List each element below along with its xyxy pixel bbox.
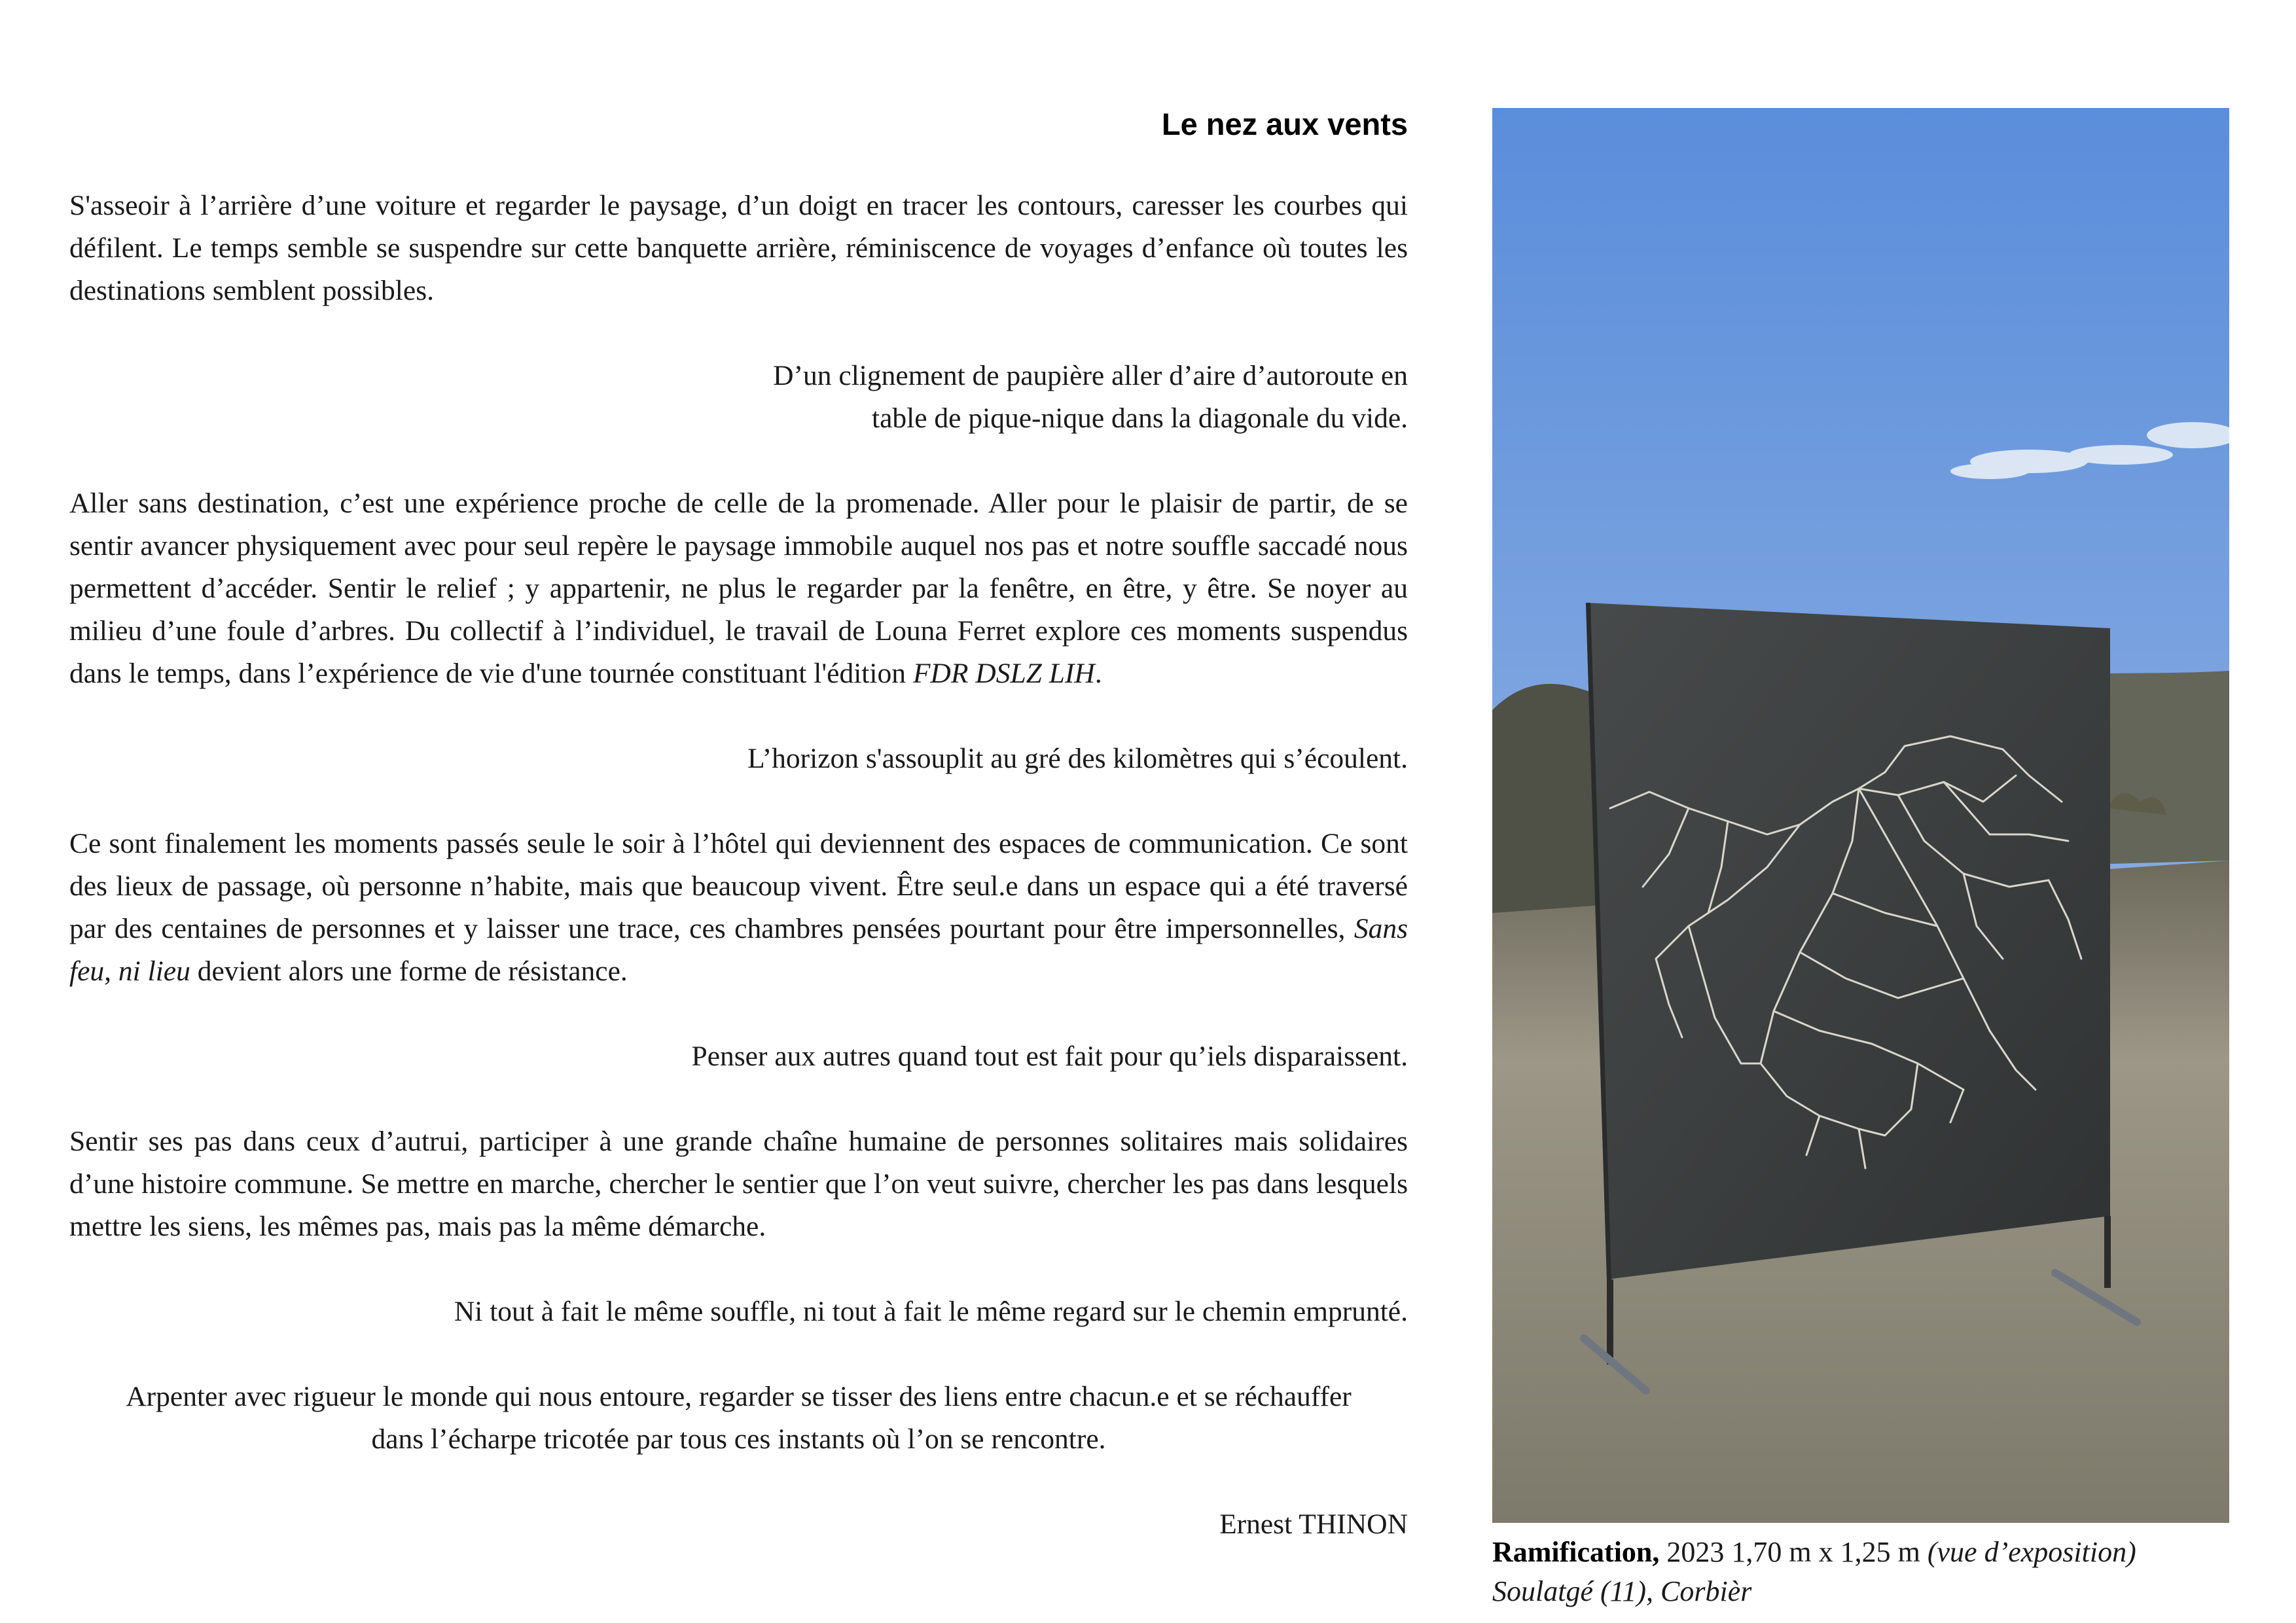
caption-details: 2023 1,70 m x 1,25 m xyxy=(1666,1536,1920,1568)
paragraph-3-text: Ce sont finalement les moments passés seule le soir à l’hôtel qui deviennent des espaces de communication. Ce sont des lieux de passage, où personne n’habite, mais que beaucoup vivent. Être seul.e dans un espace qui a été traversé par des centaines de personnes et y laisser une trace, ces chambres pensées pourtant pour être impersonnelles, xyxy=(69,828,1408,944)
caption-note: (vue d’exposition) xyxy=(1927,1536,2136,1568)
work-title: Sans feu, ni lieu xyxy=(69,913,1408,987)
signature: Ernest THINON xyxy=(1219,1508,1408,1540)
quote-3: Penser aux autres quand tout est fait pour qu’iels disparaissent. xyxy=(691,1041,1408,1072)
quote-1-line-2: table de pique-nique dans la diagonale du vide. xyxy=(872,402,1408,434)
article-title: Le nez aux vents xyxy=(1161,107,1408,141)
article-body xyxy=(69,185,1408,1546)
quote-2: L’horizon s'assouplit au gré des kilomètres qui s’écoulent. xyxy=(747,743,1408,774)
quote-4: Ni tout à fait le même souffle, ni tout à fait le même regard sur le chemin emprunté. xyxy=(454,1296,1408,1327)
paragraph-3-end: devient alors une forme de résistance. xyxy=(197,955,628,987)
edition-title: FDR DSLZ LIH xyxy=(912,658,1095,689)
caption-line-1 xyxy=(1492,1533,2278,1572)
paragraph-4: Sentir ses pas dans ceux d’autrui, participer à une grande chaîne humaine de personnes solitaires mais solidaires d’une histoire commune. Se mettre en marche, chercher le sentier que l’on veut suivre, chercher les pas dans lesquels mettre les siens, les mêmes pas, mais pas la même démarche. xyxy=(69,1126,1408,1242)
paragraph-3 xyxy=(69,823,1408,993)
artwork-photo xyxy=(1492,108,2229,1523)
paragraph-5-line-1: Arpenter avec rigueur le monde qui nous entoure, regarder se tisser des liens entre chacun.e et se réchauffer xyxy=(126,1381,1352,1412)
quote-1-line-1: D’un clignement de paupière aller d’aire d’autoroute en xyxy=(773,360,1408,391)
caption-location: Soulatgé (11), Corbièr xyxy=(1492,1575,1752,1607)
paragraph-5-line-2: dans l’écharpe tricotée par tous ces instants où l’on se rencontre. xyxy=(371,1423,1106,1455)
paragraph-1: S'asseoir à l’arrière d’une voiture et regarder le paysage, d’un doigt en tracer les contours, caresser les courbes qui défilent. Le temps semble se suspendre sur cette banquette arrière, réminiscence de voyages d’enfance où toutes les destinations semblent possibles. xyxy=(69,190,1408,306)
paragraph-5 xyxy=(69,1376,1408,1461)
quote-1 xyxy=(69,355,1408,440)
artwork-photo-illustration xyxy=(1492,108,2229,1523)
artwork-caption xyxy=(1492,1533,2278,1611)
paragraph-2-end: . xyxy=(1094,658,1102,689)
paragraph-2-text: Aller sans destination, c’est une expérience proche de celle de la promenade. Aller pour le plaisir de partir, de se sentir avancer physiquement avec pour seul repère le paysage immobile auquel nos pas et notre souffle saccadé nous permettent d’accéder. Sentir le relief ; y appartenir, ne plus le regarder par la fenêtre, en être, y être. Se noyer au milieu d’une foule d’arbres. Du collectif à l’individuel, le travail de Louna Ferret explore ces moments suspendus dans le temps, dans l’expérience de vie d'une tournée constituant l'édition xyxy=(69,488,1408,689)
paragraph-2 xyxy=(69,482,1408,695)
caption-title: Ramification, xyxy=(1492,1536,1660,1568)
